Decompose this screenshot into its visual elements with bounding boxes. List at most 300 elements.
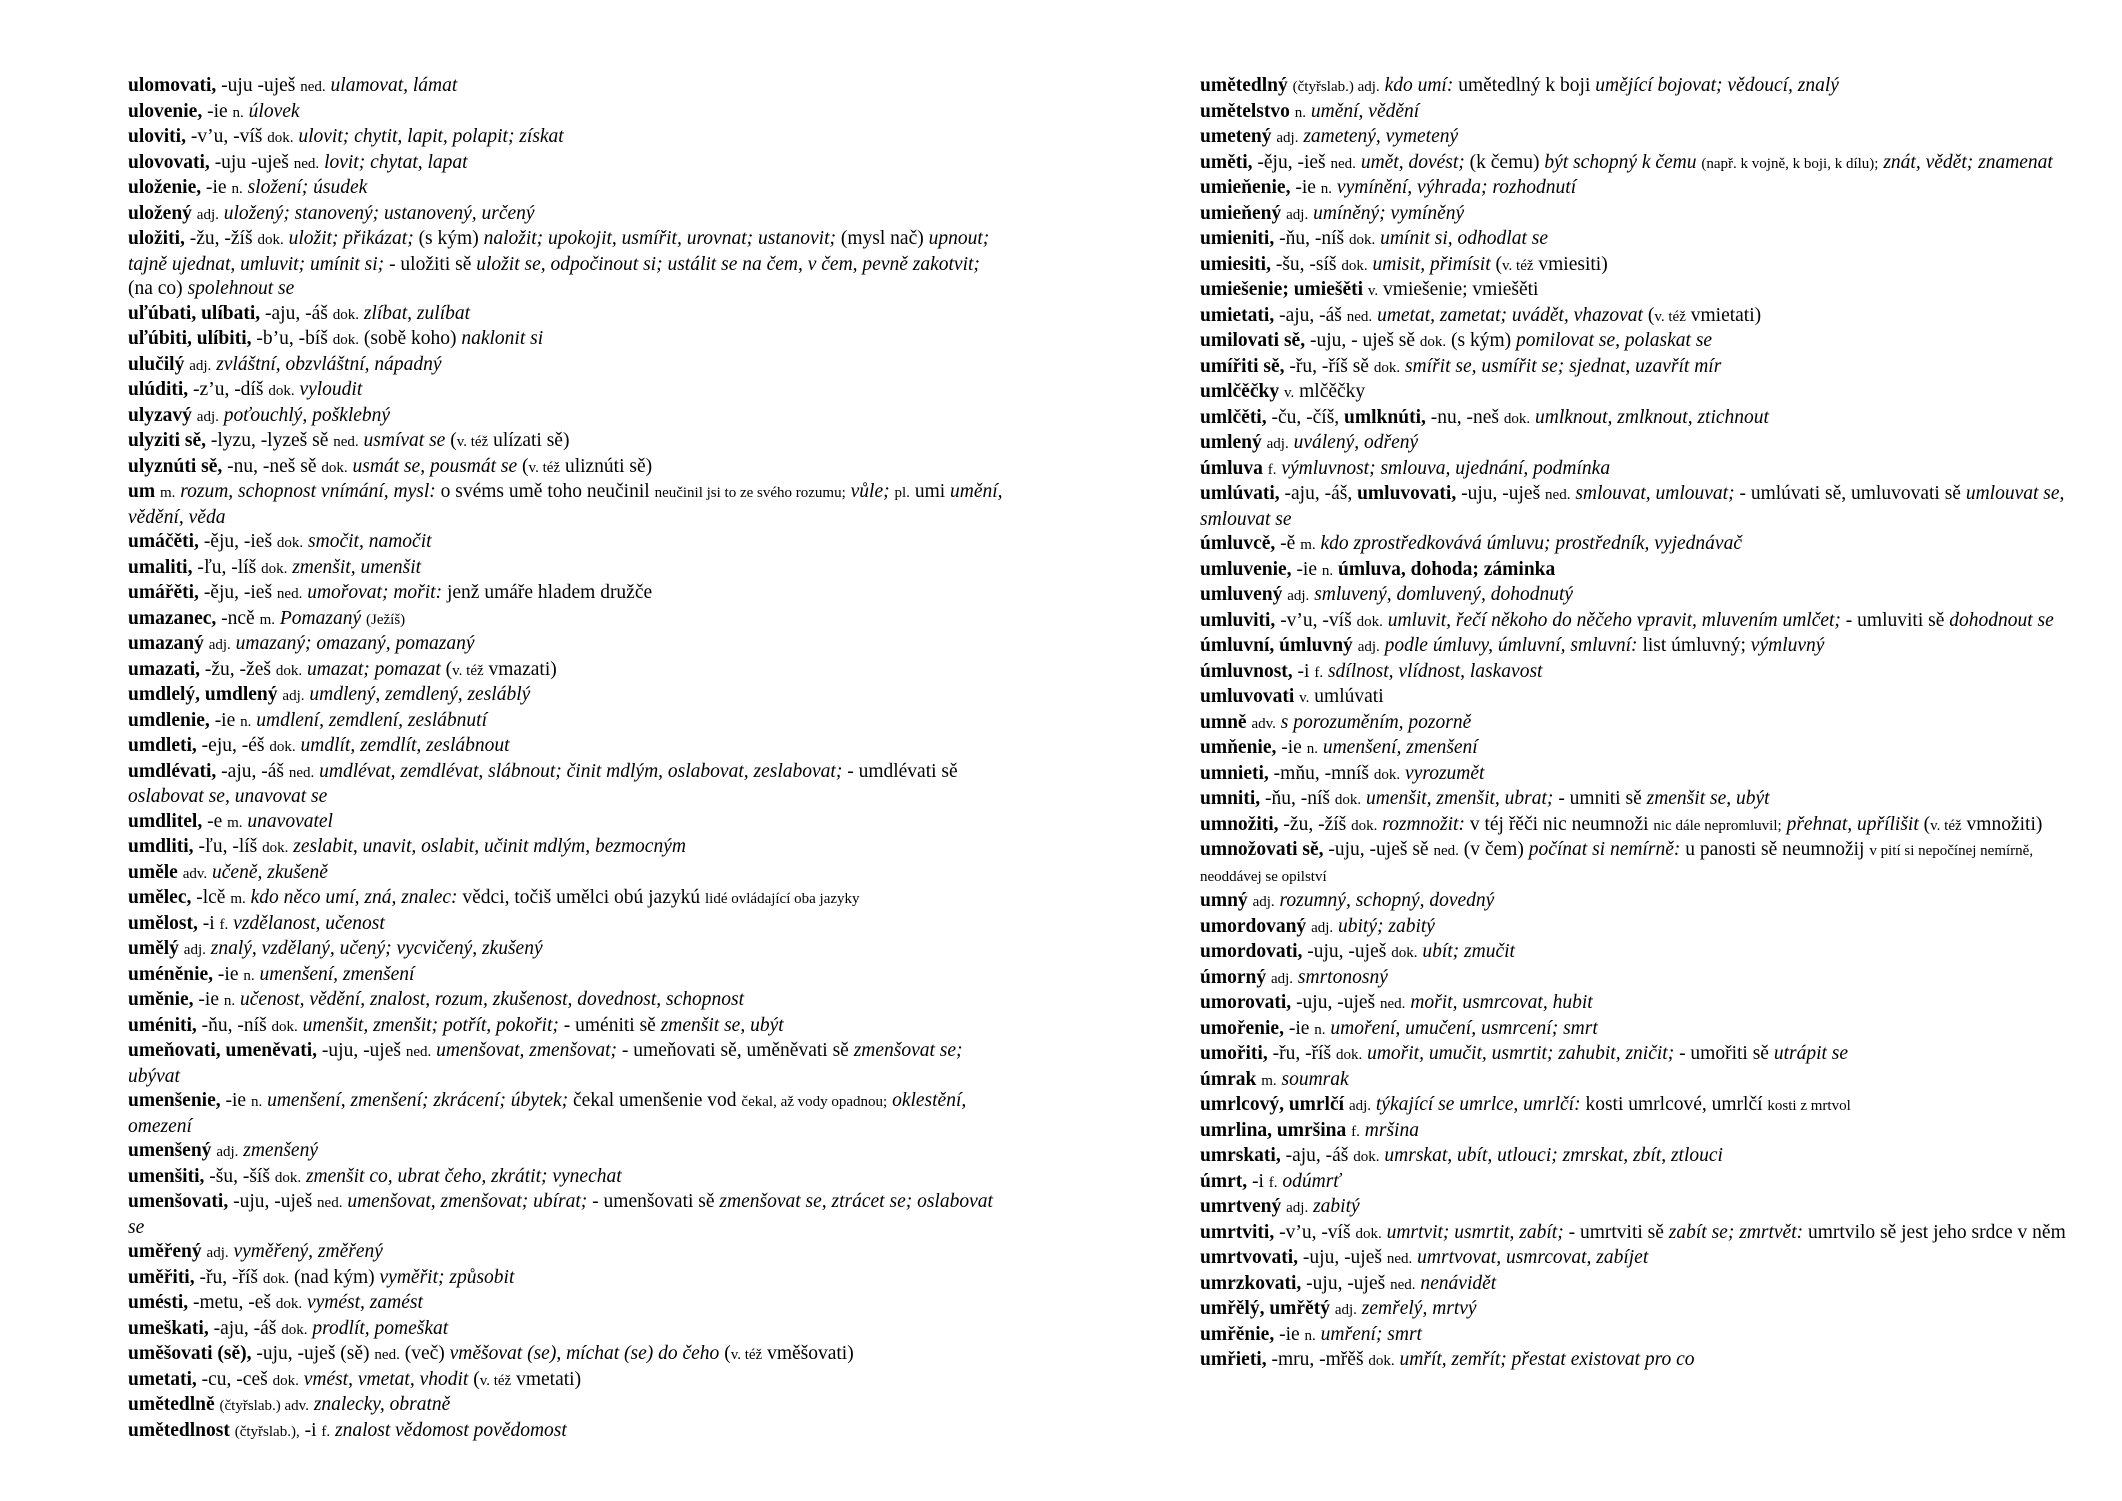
dictionary-entry: [128, 709, 1008, 735]
grammar-note: n.: [243, 967, 255, 984]
entry-text: uliznúti sě): [560, 455, 653, 477]
entry-text: (sobě koho): [358, 328, 462, 349]
dictionary-entry: [1200, 1195, 2080, 1221]
definition: vmést, vmetat, vhodit: [298, 1368, 469, 1390]
dictionary-entry: [128, 963, 1008, 989]
entry-text: (: [445, 430, 457, 451]
definition: lovit; chytat, lapat: [319, 151, 468, 173]
definition: vyměřit; způsobit: [379, 1266, 515, 1288]
entry-text: -ňu, -níš: [1274, 228, 1349, 249]
grammar-note: dok.: [274, 1169, 302, 1186]
definition: ubít; zmučit: [1417, 941, 1515, 962]
entry-text: -ě: [1275, 533, 1301, 554]
headword: umělec,: [128, 887, 192, 908]
dictionary-entry: [1200, 685, 2080, 711]
definition: mořit, usmrcovat, hubit: [1405, 992, 1593, 1013]
headword: umluvený: [1200, 584, 1283, 605]
entry-text: -ěju, -ieš: [198, 582, 277, 603]
grammar-note: dok.: [1351, 817, 1378, 834]
headword: umnožovati sě,: [1200, 839, 1324, 860]
headword: ulyzavý: [128, 404, 192, 426]
dictionary-entry: [128, 74, 1008, 100]
headword: umlčěčky: [1200, 381, 1280, 402]
headword: umrtvovati,: [1200, 1247, 1299, 1268]
dictionary-entry: [128, 227, 1008, 302]
entry-text: (: [517, 455, 529, 477]
dictionary-entry: [1200, 457, 2080, 483]
entry-text: (mysl nač): [836, 228, 929, 249]
headword: umniti,: [1200, 788, 1261, 809]
headword: umořiti,: [1200, 1043, 1268, 1064]
definition: rozmnožit:: [1377, 813, 1465, 835]
grammar-note: dok.: [275, 1296, 303, 1312]
definition: s porozuměním, pozorně: [1275, 711, 1472, 733]
dictionary-entry: [128, 1014, 1008, 1040]
headword: umetený: [1200, 126, 1272, 147]
entry-text: v téj řěči nic neumnoži: [1464, 813, 1654, 835]
definition: umdlený, zemdlený, zesláblý: [304, 684, 531, 705]
definition: umdlévat, zemdlévat, slábnout; činit mdlým, oslabovat, zeslabovat;: [314, 760, 843, 782]
grammar-note: ned.: [293, 155, 320, 172]
entry-text: kosti umrlcové, umrlčí: [1580, 1094, 1768, 1115]
headword: umětedlný: [1200, 75, 1288, 96]
headword: umřělý, umřětý: [1200, 1298, 1330, 1319]
grammar-note: adj.: [206, 1245, 229, 1261]
definition: umínit si, odhodlat se: [1375, 228, 1549, 249]
dictionary-entry: [1200, 1348, 2080, 1374]
headword: ulúditi,: [128, 379, 189, 400]
entry-text: -šu, -síš: [1270, 253, 1342, 275]
entry-text: -uju, -uješ (sě): [251, 1343, 375, 1364]
dictionary-entry: [128, 988, 1008, 1014]
entry-text: umi: [909, 481, 951, 502]
dictionary-entry: [1200, 278, 2080, 304]
dictionary-entry: [1200, 1017, 2080, 1043]
entry-text: -v’u, -víš: [185, 126, 268, 147]
entry-text: -mňu, -mníš: [1268, 762, 1374, 784]
headword: umésti,: [128, 1292, 189, 1313]
dictionary-entry: [1200, 711, 2080, 737]
headword: umieňenie,: [1200, 177, 1291, 198]
headword: umaliti,: [128, 556, 193, 578]
grammar-note: n.: [250, 1094, 263, 1110]
definition: umenšovat, zmenšovat; ubírat;: [342, 1191, 588, 1212]
entry-text: - umniti sě: [1553, 788, 1647, 809]
entry-text: -ňu, -níš: [1260, 788, 1335, 809]
entry-text: (k čemu): [1464, 151, 1545, 173]
definition: Pomazaný: [275, 607, 362, 629]
definition: umisit, přimísit: [1367, 253, 1491, 275]
entry-text: -ěju, -ieš: [198, 531, 277, 552]
entry-text: - umluviti sě: [1840, 609, 1950, 631]
grammar-note: adj.: [189, 357, 212, 374]
entry-text: (s kým): [413, 228, 484, 249]
dictionary-entry: [128, 176, 1008, 202]
headword: uméněnie,: [128, 963, 214, 985]
grammar-note: dok.: [262, 840, 289, 856]
entry-text: -ľu, -líš: [192, 556, 262, 578]
grammar-note: dok.: [1353, 1149, 1380, 1165]
dictionary-entry: [1200, 609, 2080, 635]
definition: umdlení, zemdlení, zeslábnutí: [251, 709, 487, 731]
definition: rozumný, schopný, dovedný: [1274, 890, 1495, 911]
grammar-note: f.: [219, 916, 229, 933]
definition: učeně, zkušeně: [207, 861, 328, 883]
dictionary-entry: [128, 683, 1008, 709]
grammar-note: (Ježíš): [366, 611, 406, 628]
headword: umrzkovati,: [1200, 1272, 1302, 1294]
entry-text: -řu, -říš: [194, 1266, 263, 1288]
dictionary-entry: [128, 734, 1008, 760]
dictionary-entry: [1200, 253, 2080, 279]
headword: umeškati,: [128, 1317, 209, 1339]
headword: umnožiti,: [1200, 813, 1279, 835]
entry-text: -uju, -uješ: [1301, 1272, 1391, 1294]
entry-text: - umeňovati sě, uměněvati sě: [617, 1040, 854, 1061]
grammar-note: n.: [231, 181, 243, 197]
dictionary-entry: [128, 530, 1008, 556]
grammar-note: n.: [1304, 1327, 1316, 1344]
entry-text: -ie: [202, 100, 233, 122]
grammar-note: n.: [1321, 562, 1334, 579]
entry-text: - umrtviti sě: [1563, 1221, 1669, 1243]
headword: umilovati sě,: [1200, 330, 1306, 351]
headword: umietati,: [1200, 304, 1275, 326]
grammar-note: adj.: [1348, 1098, 1372, 1114]
entry-text: ulízati sě): [488, 430, 570, 451]
grammar-note: ned.: [374, 1347, 400, 1363]
grammar-note: v. též: [1502, 257, 1534, 274]
grammar-note: ned.: [317, 1195, 343, 1211]
entry-text: -šu, -šíš: [204, 1165, 275, 1187]
definition: utrápit se: [1773, 1043, 1849, 1064]
definition: naložit; upokojit, usmířit, urovnat; ustanovit;: [483, 228, 836, 249]
dictionary-entry: [1200, 660, 2080, 686]
headword: umřieti,: [1200, 1349, 1267, 1370]
headword: uméniti,: [128, 1014, 197, 1036]
definition: být schopný k čemu: [1544, 151, 1697, 173]
definition: odúmrť: [1277, 1170, 1341, 1192]
dictionary-entry: [1200, 1119, 2080, 1145]
definition: zeslabit, unavit, oslabit, učinit mdlým, bezmocným: [288, 836, 686, 857]
entry-text: -ncě: [216, 607, 260, 629]
grammar-note: v. též: [528, 459, 561, 476]
dictionary-entry: [1200, 787, 2080, 813]
grammar-note: adj.: [1266, 436, 1289, 452]
dictionary-entry: [128, 581, 1008, 607]
dictionary-entry: [128, 1368, 1008, 1394]
headword: uľúbiti, ulíbiti,: [128, 328, 252, 349]
headword: umdlitel,: [128, 810, 203, 832]
definition: podle úmluvy, úmluvní, smluvní:: [1379, 635, 1638, 656]
entry-text: -uju -uješ: [209, 151, 294, 173]
entry-text: (več): [399, 1343, 450, 1364]
definition: zmenšit se, ubýt: [660, 1014, 784, 1036]
definition: zabít se; zmrtvět:: [1668, 1221, 1804, 1243]
headword: umiešenie; umiešěti: [1200, 279, 1364, 300]
definition: týkající se umrlce, umrlčí:: [1371, 1094, 1581, 1115]
grammar-note: m.: [259, 611, 276, 628]
entry-text: -aju, -áš: [1274, 304, 1347, 326]
headword: úmorný: [1200, 966, 1267, 988]
entry-text: -nu, -neš: [1425, 406, 1504, 428]
entry-text: -i: [299, 1419, 322, 1441]
headword: uměřiti,: [128, 1266, 195, 1288]
entry-text: -v’u, -víš: [1274, 1221, 1356, 1243]
grammar-note: dok.: [267, 130, 294, 146]
entry-text: -ie: [1283, 1017, 1315, 1039]
grammar-note: v. též: [452, 662, 484, 679]
definition: vymínění, výhrada; rozhodnutí: [1332, 177, 1577, 198]
grammar-note: dok.: [261, 560, 288, 577]
grammar-note: dok.: [1341, 257, 1368, 274]
grammar-note: m.: [227, 814, 243, 831]
definition: umenšit, zmenšit; potřít, pokořit;: [297, 1014, 559, 1036]
grammar-note: m.: [230, 891, 246, 907]
entry-text: -i: [197, 912, 220, 934]
definition: vůle;: [845, 481, 890, 502]
grammar-note: adj.: [1311, 919, 1334, 936]
headword: uměti,: [1200, 151, 1253, 173]
definition: přehnat, upřílišit: [1781, 813, 1919, 835]
entry-text: -uju, -uješ: [1298, 1247, 1387, 1268]
headword: um: [128, 481, 156, 502]
definition: znalý, vzdělaný, učený; vycvičený, zkušený: [205, 938, 543, 959]
definition: umřít, zemřít; přestat existovat pro co: [1394, 1349, 1695, 1370]
dictionary-entry: [1200, 431, 2080, 457]
entry-text: - umdlévati sě: [842, 760, 958, 782]
grammar-note: dok.: [269, 739, 296, 755]
dictionary-entry: [128, 480, 1008, 530]
headword: umořenie,: [1200, 1017, 1284, 1039]
grammar-note: n.: [1314, 1021, 1326, 1038]
grammar-note: adj.: [196, 408, 219, 425]
entry-text: -ie: [1276, 737, 1307, 758]
definition: uložený; stanovený; ustanovený, určený: [218, 202, 535, 224]
dictionary-entry: [1200, 634, 2080, 660]
definition: umenšení, zmenšení: [254, 963, 415, 985]
headword: umazaný: [128, 633, 204, 654]
definition: sdílnost, vlídnost, laskavost: [1323, 660, 1543, 682]
grammar-note: dok.: [271, 1018, 298, 1035]
definition: zemřelý, mrtvý: [1356, 1298, 1477, 1319]
headword: úmrt,: [1200, 1170, 1248, 1192]
grammar-note: dok.: [1348, 232, 1376, 248]
entry-text: -metu, -eš: [188, 1292, 276, 1313]
definition: usmát se, pousmát se: [347, 455, 518, 477]
entry-text: vmetati): [511, 1368, 582, 1390]
entry-text: vmnožiti): [1961, 813, 2043, 835]
definition: umazat; pomazat: [302, 658, 441, 680]
entry-text: -žu, -žeš: [200, 658, 276, 680]
grammar-note: adj.: [1286, 1200, 1309, 1216]
headword: umordovati,: [1200, 941, 1303, 962]
entry-text: - uložiti sě: [384, 253, 477, 275]
dictionary-entry: [1200, 762, 2080, 788]
definition: vyrozumět: [1400, 762, 1485, 784]
dictionary-entry: [128, 912, 1008, 938]
entry-text: čekal umenšenie vod: [568, 1090, 742, 1111]
definition: znalecky, obratně: [308, 1394, 451, 1415]
entry-text: -ie: [209, 709, 241, 731]
definition: umrskat, ubít, utlouci; zmrskat, zbít, ztlouci: [1379, 1145, 1723, 1166]
entry-text: (v čem): [1458, 839, 1529, 860]
definition: upnout; tajně ujednat, umluvit; umínit si;: [128, 228, 990, 275]
definition: prodlít, pomeškat: [307, 1317, 449, 1339]
definition: vzdělanost, učenost: [228, 912, 385, 934]
dictionary-entry: [128, 1139, 1008, 1165]
definition: smočit, namočit: [303, 531, 432, 552]
entry-text: -cu, -ceš: [196, 1368, 273, 1390]
entry-text: -řu, -říš: [1267, 1043, 1336, 1064]
entry-text: -uju, -uješ sě: [1323, 839, 1434, 860]
definition: vymést, zamést: [302, 1292, 423, 1313]
definition: dohodnout se: [1949, 609, 2054, 631]
dictionary-entry: [128, 1165, 1008, 1191]
dictionary-entry: [1200, 1221, 2080, 1247]
grammar-note: dok.: [1334, 792, 1362, 808]
entry-text: vmiesiti): [1533, 253, 1608, 275]
headword: úmluvnost,: [1200, 660, 1293, 682]
definition: kdo něco umí, zná, znalec:: [245, 887, 458, 908]
definition: zlíbat, zulíbat: [358, 302, 471, 324]
headword: umorovati,: [1200, 992, 1292, 1013]
entry-text: -e: [202, 810, 228, 832]
dictionary-entry: [1200, 380, 2080, 406]
definition: kdo zprostředkovává úmluvu; prostředník, vyjednávač: [1315, 533, 1742, 554]
dictionary-entry: [1200, 889, 2080, 915]
definition: umření; smrt: [1315, 1323, 1422, 1345]
headword: umrlina, umršina: [1200, 1119, 1347, 1141]
entry-text: -ľu, -líš: [193, 836, 263, 857]
definition: umějící bojovat; vědoucí, znalý: [1595, 75, 1839, 96]
dictionary-entry: [128, 1240, 1008, 1266]
entry-text: -z’u, -díš: [188, 379, 269, 400]
dictionary-entry: [1200, 1272, 2080, 1298]
grammar-note: v. též: [456, 434, 489, 450]
entry-text: list úmluvný;: [1637, 635, 1751, 656]
dictionary-entry: [128, 353, 1008, 379]
dictionary-entry: [128, 1266, 1008, 1292]
headword: umlúvati,: [1200, 483, 1280, 504]
headword: umňenie,: [1200, 737, 1277, 758]
dictionary-entry: [1200, 1068, 2080, 1094]
grammar-note: dok.: [332, 306, 359, 323]
entry-text: -aju, -áš: [1280, 1145, 1354, 1166]
headword: umluvovati,: [1357, 483, 1457, 504]
definition: umět, dovést;: [1355, 151, 1465, 173]
entry-text: (: [1918, 813, 1931, 835]
entry-text: (: [1642, 304, 1655, 326]
entry-text: umlúvati: [1309, 686, 1384, 707]
headword: umlený: [1200, 432, 1262, 453]
dictionary-entry: [128, 1317, 1008, 1343]
dictionary-entry: [128, 1393, 1008, 1419]
headword: umrtviti,: [1200, 1221, 1275, 1243]
dictionary-entry: [128, 658, 1008, 684]
grammar-note: dok.: [268, 383, 295, 399]
definition: učenost, vědění, znalost, rozum, zkušenost, dovednost, schopnost: [235, 989, 745, 1010]
headword: uměřený: [128, 1241, 202, 1262]
definition: znát, vědět; znamenat: [1878, 151, 2053, 173]
dictionary-entry: [1200, 329, 2080, 355]
dictionary-entry: [1200, 227, 2080, 253]
dictionary-entry: [1200, 813, 2080, 839]
definition: soumrak: [1276, 1068, 1349, 1090]
dictionary-entry: [128, 632, 1008, 658]
grammar-note: nic dále nepromluvil;: [1653, 817, 1782, 834]
headword: úmluvcě,: [1200, 533, 1276, 554]
entry-text: -ie: [1290, 177, 1321, 198]
grammar-note: (čtyřslab.) adv.: [219, 1398, 309, 1414]
dictionary-entry: [128, 327, 1008, 353]
definition: výmluvnost; smlouva, ujednání, podmínka: [1276, 457, 1611, 479]
grammar-note: adj.: [282, 688, 305, 704]
dictionary-entry: [128, 607, 1008, 633]
headword: uloženie,: [128, 177, 202, 198]
headword: uložený: [128, 202, 192, 224]
entry-text: -uju, -uješ: [228, 1191, 318, 1212]
headword: ulovovati,: [128, 151, 210, 173]
entry-text: -ie: [220, 1090, 251, 1111]
definition: výmluvný: [1750, 635, 1825, 656]
grammar-note: v. též: [479, 1372, 512, 1389]
definition: poťouchlý, pošklebný: [218, 404, 391, 426]
dictionary-entry: [1200, 151, 2080, 177]
entry-text: o svéms umě toho neučinil: [435, 481, 655, 502]
dictionary-entry: [128, 125, 1008, 151]
grammar-note: dok.: [1368, 1353, 1395, 1369]
definition: úlovek: [243, 100, 300, 122]
headword: umdlelý, umdlený: [128, 684, 278, 705]
headword: umrtvený: [1200, 1196, 1282, 1217]
headword: umeňovati, umeněvati,: [128, 1040, 318, 1061]
grammar-note: (např. k vojně, k boji, k dílu);: [1701, 155, 1879, 172]
headword: umětedlnost: [128, 1419, 230, 1441]
entry-text: (s kým): [1446, 330, 1517, 351]
headword: úmluva, dohoda; záminka: [1333, 558, 1556, 580]
headword: ulomovati,: [128, 75, 217, 96]
headword: umrskati,: [1200, 1145, 1281, 1166]
definition: umořovat; mořit:: [302, 582, 443, 603]
headword: umáčěti,: [128, 531, 199, 552]
headword: ulovenie,: [128, 100, 203, 122]
entry-text: umětedlný k boji: [1453, 75, 1596, 96]
dictionary-entry: [128, 429, 1008, 455]
headword: umářěti,: [128, 582, 199, 603]
definition: umenšení, zmenšení: [1317, 737, 1478, 758]
entry-text: -aju, -áš,: [1279, 483, 1358, 504]
dictionary-entry: [1200, 1042, 2080, 1068]
dictionary-entry: [1200, 482, 2080, 532]
definition: umlknout, zmlknout, ztichnout: [1530, 406, 1769, 428]
headword: umdlenie,: [128, 709, 210, 731]
headword: umrlcový, umrlčí: [1200, 1094, 1345, 1115]
entry-text: -v’u, -víš: [1275, 609, 1357, 631]
entry-text: -ie: [193, 989, 224, 1010]
dictionary-entry: [128, 302, 1008, 328]
headword: umenšovati,: [128, 1191, 229, 1212]
definition: spolehnout se: [187, 278, 295, 299]
definition: umořit, umučit, usmrtit; zahubit, zničit;: [1362, 1043, 1675, 1064]
grammar-note: n.: [1294, 104, 1307, 121]
dictionary-entry: [128, 151, 1008, 177]
dictionary-entry: [128, 455, 1008, 481]
definition: smlouvat, umlouvat;: [1570, 483, 1735, 504]
definition: umrtvit; usmrtit, zabít;: [1381, 1221, 1564, 1243]
entry-text: -ie: [213, 963, 244, 985]
headword: uloviti,: [128, 126, 186, 147]
